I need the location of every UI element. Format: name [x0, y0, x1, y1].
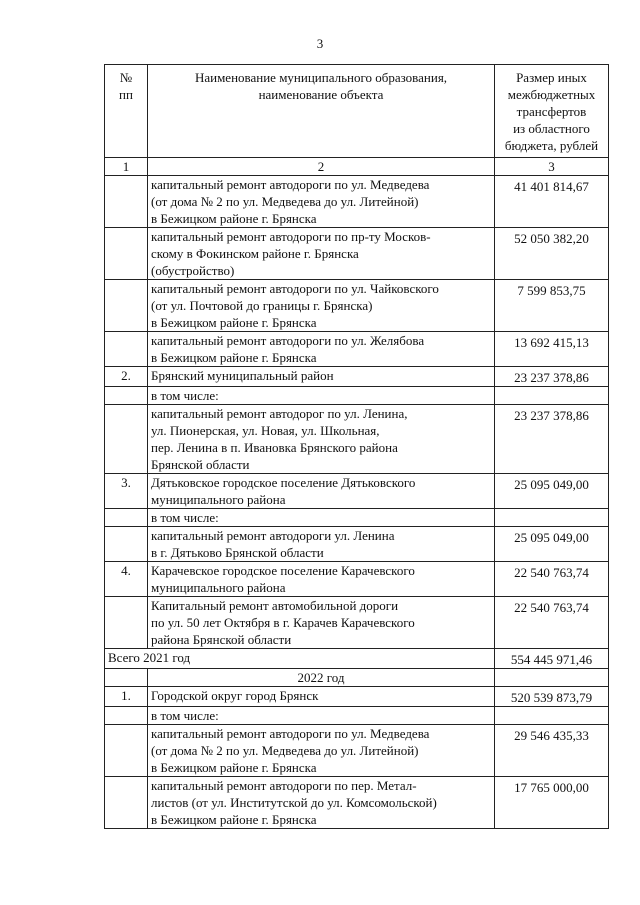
row-amount: [495, 707, 609, 725]
total-amount: 554 445 971,46: [495, 649, 609, 669]
total-row: [105, 649, 609, 669]
row-name: в том числе:: [148, 509, 495, 527]
table-row: [105, 474, 609, 509]
row-amount: 22 540 763,74: [495, 562, 609, 597]
table-row: [105, 405, 609, 474]
row-name: в том числе:: [148, 387, 495, 405]
row-number: [105, 707, 148, 725]
column-number-row: [105, 158, 609, 176]
row-number: 3.: [105, 474, 148, 509]
row-name: капитальный ремонт автодороги по пер. Метал- листов (от ул. Институтской до ул. Комсомольской) в Бежицком районе г. Брянска: [148, 777, 495, 829]
row-name: Брянский муниципальный район: [148, 367, 495, 387]
row-name: Городской округ город Брянск: [148, 687, 495, 707]
empty-cell: [105, 669, 148, 687]
row-amount: 520 539 873,79: [495, 687, 609, 707]
row-name: капитальный ремонт автодороги по пр-ту Москов- скому в Фокинском районе г. Брянска (обустройство): [148, 228, 495, 280]
row-name: капитальный ремонт автодороги по ул. Чайковского (от ул. Почтовой до границы г. Брянска) в Бежицком районе г. Брянска: [148, 280, 495, 332]
total-label: Всего 2021 год: [105, 649, 495, 669]
column-number: 1: [105, 158, 148, 176]
row-amount: 52 050 382,20: [495, 228, 609, 280]
row-amount: 41 401 814,67: [495, 176, 609, 228]
row-amount: [495, 387, 609, 405]
row-amount: 13 692 415,13: [495, 332, 609, 367]
row-name: капитальный ремонт автодороги по ул. Медведева (от дома № 2 по ул. Медведева до ул. Литейной) в Бежицком районе г. Брянска: [148, 725, 495, 777]
row-name: капитальный ремонт автодороги по ул. Желябова в Бежицком районе г. Брянска: [148, 332, 495, 367]
row-amount: 23 237 378,86: [495, 405, 609, 474]
row-number: 2.: [105, 367, 148, 387]
table-row: [105, 725, 609, 777]
row-number: [105, 527, 148, 562]
row-number: [105, 228, 148, 280]
table-row: [105, 176, 609, 228]
row-number: [105, 509, 148, 527]
table-header-row: [105, 65, 609, 158]
row-amount: 23 237 378,86: [495, 367, 609, 387]
row-name: Капитальный ремонт автомобильной дороги по ул. 50 лет Октября в г. Карачев Карачевского района Брянской области: [148, 597, 495, 649]
row-name: Карачевское городское поселение Карачевского муниципального района: [148, 562, 495, 597]
table-row: [105, 527, 609, 562]
row-number: [105, 176, 148, 228]
row-name: капитальный ремонт автодороги ул. Ленина в г. Дятьково Брянской области: [148, 527, 495, 562]
table-row: [105, 562, 609, 597]
table-row: [105, 597, 609, 649]
table-row: [105, 228, 609, 280]
column-number: 3: [495, 158, 609, 176]
row-number: [105, 387, 148, 405]
year-heading-row: [105, 669, 609, 687]
year-heading: 2022 год: [148, 669, 495, 687]
row-number: [105, 597, 148, 649]
row-number: 1.: [105, 687, 148, 707]
row-amount: 22 540 763,74: [495, 597, 609, 649]
row-name: капитальный ремонт автодорог по ул. Ленина, ул. Пионерская, ул. Новая, ул. Школьная, пер. Ленина в п. Ивановка Брянского района Брянской области: [148, 405, 495, 474]
row-amount: 17 765 000,00: [495, 777, 609, 829]
table-row: [105, 332, 609, 367]
table-row: [105, 387, 609, 405]
row-number: 4.: [105, 562, 148, 597]
table-row: [105, 687, 609, 707]
row-number: [105, 777, 148, 829]
column-number: 2: [148, 158, 495, 176]
table-row: [105, 367, 609, 387]
header-name: Наименование муниципального образования, наименование объекта: [148, 65, 495, 158]
row-amount: 7 599 853,75: [495, 280, 609, 332]
table-row: [105, 707, 609, 725]
page-number: 3: [316, 36, 324, 51]
header-number: № пп: [105, 65, 148, 158]
row-name: капитальный ремонт автодороги по ул. Медведева (от дома № 2 по ул. Медведева до ул. Литейной) в Бежицком районе г. Брянска: [148, 176, 495, 228]
transfers-table: [104, 64, 609, 829]
row-number: [105, 405, 148, 474]
header-amount: Размер иных межбюджетных трансфертов из областного бюджета, рублей: [495, 65, 609, 158]
row-number: [105, 332, 148, 367]
row-name: Дятьковское городское поселение Дятьковского муниципального района: [148, 474, 495, 509]
table-body: [105, 158, 609, 829]
table-row: [105, 280, 609, 332]
row-amount: 25 095 049,00: [495, 474, 609, 509]
row-amount: [495, 509, 609, 527]
row-number: [105, 725, 148, 777]
row-amount: 29 546 435,33: [495, 725, 609, 777]
table-row: [105, 509, 609, 527]
empty-cell: [495, 669, 609, 687]
row-name: в том числе:: [148, 707, 495, 725]
row-amount: 25 095 049,00: [495, 527, 609, 562]
table-row: [105, 777, 609, 829]
row-number: [105, 280, 148, 332]
